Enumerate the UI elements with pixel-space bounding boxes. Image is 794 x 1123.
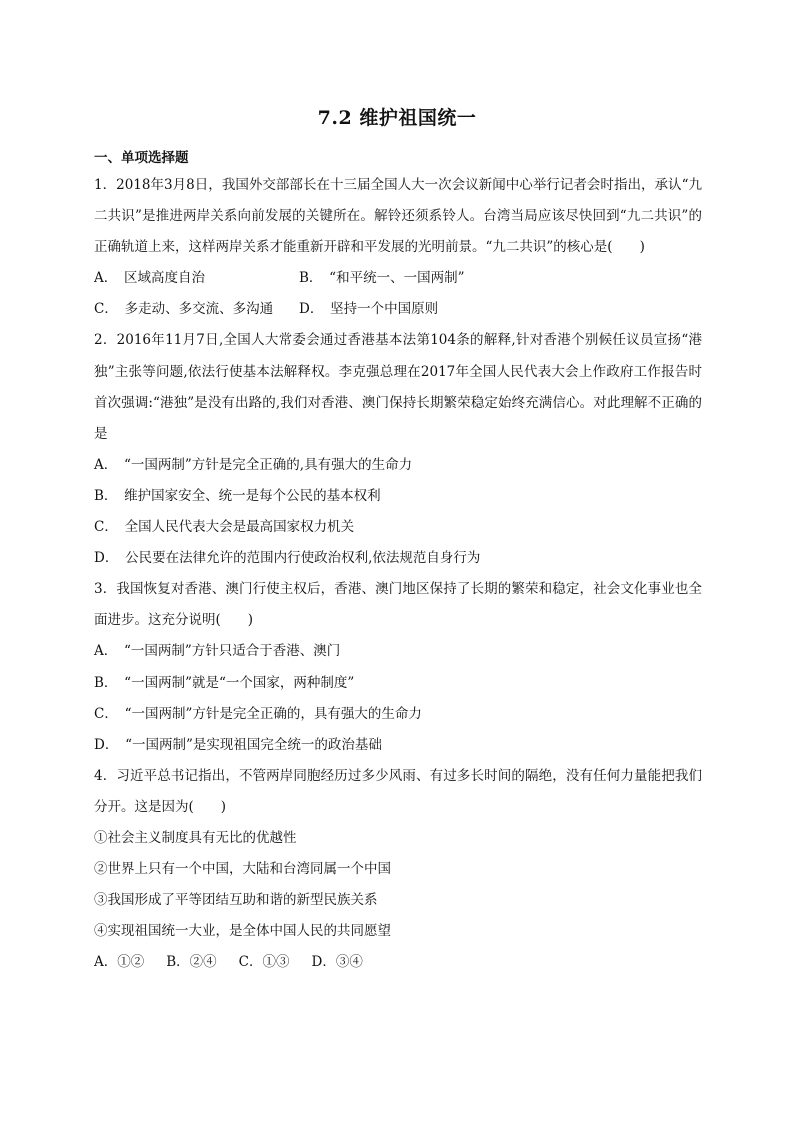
question-4-option-b: B．②④ [166,954,217,971]
question-1-option-d: D． 坚持一个中国原则 [299,301,439,318]
question-4-stem: 4．习近平总书记指出，不管两岸同胞经历过多少风雨、有过多长时间的隔绝，没有任何力量能把我们分开。这是因为( ) [94,767,702,815]
question-2-option-c: C． 全国人民代表大会是最高国家权力机关 [94,519,355,536]
question-1-option-c: C． 多走动、多交流、多沟通 [94,301,274,318]
question-1-option-b: B． “和平统一、一国两制” [299,270,465,287]
question-1-options-cd [94,294,702,325]
question-4-option-c: C．①③ [238,954,290,971]
page-title: 7.2 维护祖国统一 [317,107,477,129]
question-1-option-a: A． 区域高度自治 [94,270,205,287]
question-3-option-a: A． “一国两制”方针只适合于香港、澳门 [94,643,341,660]
question-1-stem: 1．2018年3月8日，我国外交部部长在十三届全国人大一次会议新闻中心举行记者会时指出，承认“九二共识”是推进两岸关系向前发展的关键所在。解铃还须系铃人。台湾当局应该尽快回到“九二共识”的正确轨道上来，这样两岸关系才能重新开辟和平发展的光明前景。“九二共识”的核心是( ) [94,177,702,256]
question-3-option-d: D． “一国两制”是实现祖国完全统一的政治基础 [94,736,382,753]
question-3-option-b: B． “一国两制”就是“一个国家，两种制度” [94,674,355,691]
question-2-stem: 2．2016年11月7日,全国人大常委会通过香港基本法第104条的解释,针对香港个别候任议员宣扬“港独”主张等问题,依法行使基本法解释权。李克强总理在2017年全国人民代表大会上作政府工作报告时首次强调:“港独”是没有出路的,我们对香港、澳门保持长期繁荣稳定始终充满信心。对此理解不正确的是 [94,332,702,442]
question-list [94,170,702,978]
question-3-option-c: C． “一国两制”方针是完全正确的，具有强大的生命力 [94,705,422,722]
question-2-option-b: B． 维护国家安全、统一是每个公民的基本权利 [94,487,381,504]
question-2-option-d: D． 公民要在法律允许的范围内行使政治权利,依法规范自身行为 [94,550,481,567]
question-4-statement-4: ④实现祖国统一大业，是全体中国人民的共同愿望 [94,923,391,940]
question-2-option-a: A． “一国两制”方针是完全正确的,具有强大的生命力 [94,456,413,473]
question-4-statement-1: ①社会主义制度具有无比的优越性 [94,829,297,846]
question-4-statement-3: ③我国形成了平等团结互助和谐的新型民族关系 [94,892,378,909]
question-1-options-ab [94,263,702,294]
question-3-stem: 3．我国恢复对香港、澳门行使主权后，香港、澳门地区保持了长期的繁荣和稳定，社会文化事业也全面进步。这充分说明( ) [94,581,702,629]
question-4-options [94,947,702,978]
question-4-option-d: D．③④ [311,954,363,971]
question-4-statement-2: ②世界上只有一个中国，大陆和台湾同属一个中国 [94,861,391,878]
question-4-option-a: A．①② [94,954,145,971]
section-heading: 一、单项选择题 [94,150,189,166]
